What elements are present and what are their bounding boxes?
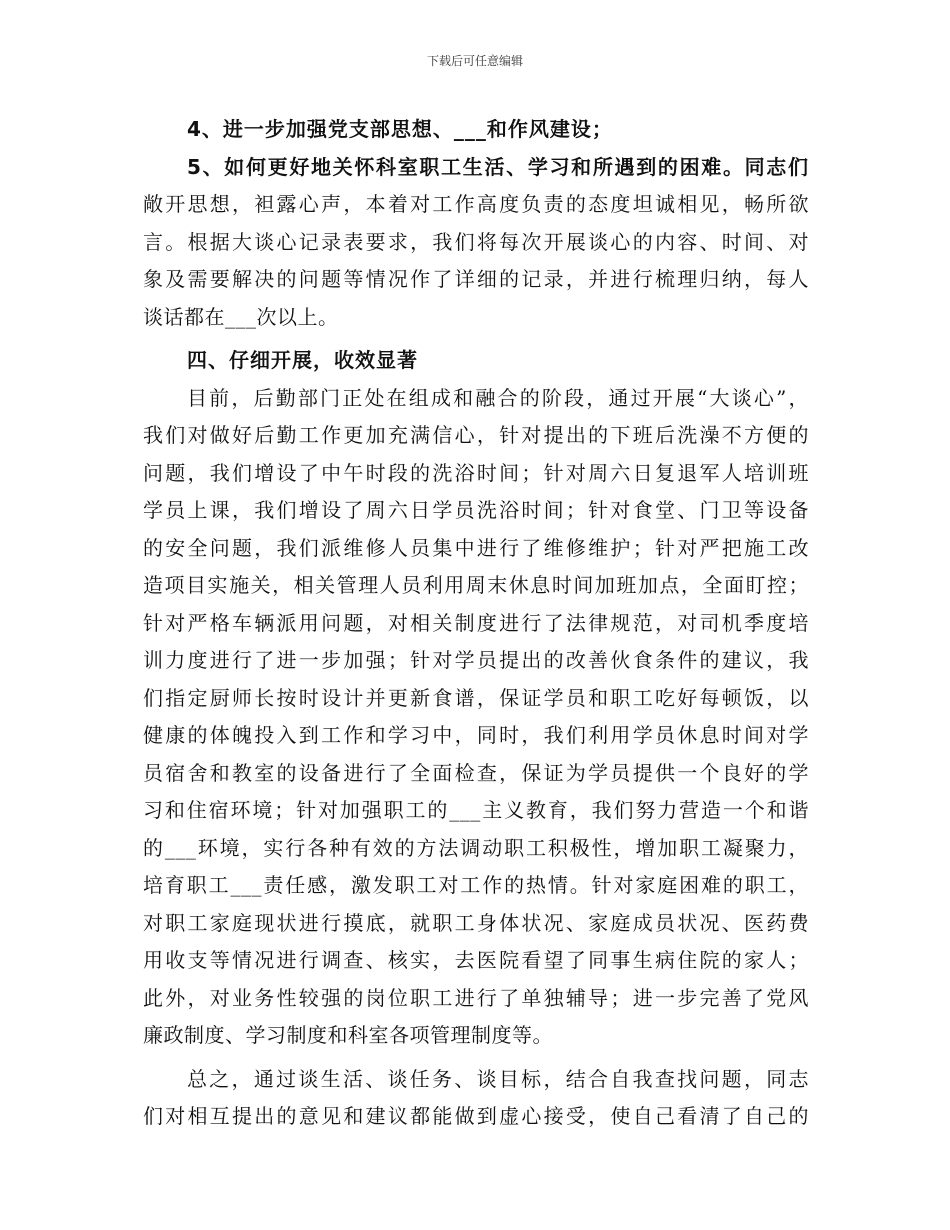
paragraph-line: 问题，我们增设了中午时段的洗浴时间；针对周六日复退军人培训班 <box>143 460 809 485</box>
page-header: 下载后可任意编辑 <box>426 54 523 68</box>
paragraph-line: 廉政制度、学习制度和科室各项管理制度等。 <box>143 1023 553 1047</box>
list-item-4: 4、进一步加强党支部思想、___和作风建设； <box>187 117 613 141</box>
paragraph-line: 员宿舍和教室的设备进行了全面检查，保证为学员提供一个良好的学 <box>143 760 809 785</box>
paragraph-line: 们对相互提出的意见和建议都能做到虚心接受，使自己看清了自己的 <box>143 1104 809 1128</box>
paragraph-line: 针对严格车辆派用问题，对相关制度进行了法律规范，对司机季度培 <box>143 610 809 635</box>
section-heading: 四、仔细开展，收效显著 <box>187 348 418 372</box>
paragraph-line: 训力度进行了进一步加强；针对学员提出的改善伙食条件的建议，我 <box>143 648 809 672</box>
paragraph-line: 培育职工___责任感，激发职工对工作的热情。针对家庭困难的职工， <box>143 873 809 897</box>
paragraph-line: 目前，后勤部门正处在组成和融合的阶段，通过开展“大谈心”， <box>187 385 809 410</box>
paragraph-line: 造项目实施关，相关管理人员利用周末休息时间加班加点，全面盯控； <box>143 573 809 597</box>
paragraph-line: 的安全问题，我们派维修人员集中进行了维修维护；针对严把施工改 <box>143 535 809 560</box>
paragraph-line: 习和住宿环境；针对加强职工的___主义教育，我们努力营造一个和谐 <box>143 798 809 822</box>
paragraph-line: 我们对做好后勤工作更加充满信心，针对提出的下班后洗澡不方便的 <box>143 423 809 447</box>
list-item-5: 5、如何更好地关怀科室职工生活、学习和所遇到的困难。同志们 <box>187 154 809 179</box>
paragraph-line: 健康的体魄投入到工作和学习中，同时，我们利用学员休息时间对学 <box>143 723 809 747</box>
paragraph-line: 谈话都在___次以上。 <box>143 304 339 329</box>
paragraph-line: 的___环境，实行各种有效的方法调动职工积极性，增加职工凝聚力， <box>143 835 809 860</box>
paragraph-line: 敞开思想，袒露心声，本着对工作高度负责的态度坦诚相见，畅所欲 <box>143 192 809 216</box>
document-body <box>143 111 809 1136</box>
paragraph-line: 学员上课，我们增设了周六日学员洗浴时间；针对食堂、门卫等设备 <box>143 498 809 522</box>
paragraph-line: 此外，对业务性较强的岗位职工进行了单独辅导；进一步完善了党风 <box>143 985 809 1010</box>
paragraph-line: 对职工家庭现状进行摸底，就职工身体状况、家庭成员状况、医药费 <box>143 910 809 935</box>
paragraph-line: 们指定厨师长按时设计并更新食谱，保证学员和职工吃好每顿饭，以 <box>143 685 809 710</box>
paragraph-line: 象及需要解决的问题等情况作了详细的记录，并进行梳理归纳，每人 <box>143 267 809 291</box>
paragraph-line: 总之，通过谈生活、谈任务、谈目标，结合自我查找问题，同志 <box>187 1066 809 1091</box>
paragraph-line: 用收支等情况进行调查、核实，去医院看望了同事生病住院的家人； <box>143 948 809 972</box>
paragraph-line: 言。根据大谈心记录表要求，我们将每次开展谈心的内容、时间、对 <box>143 229 809 254</box>
